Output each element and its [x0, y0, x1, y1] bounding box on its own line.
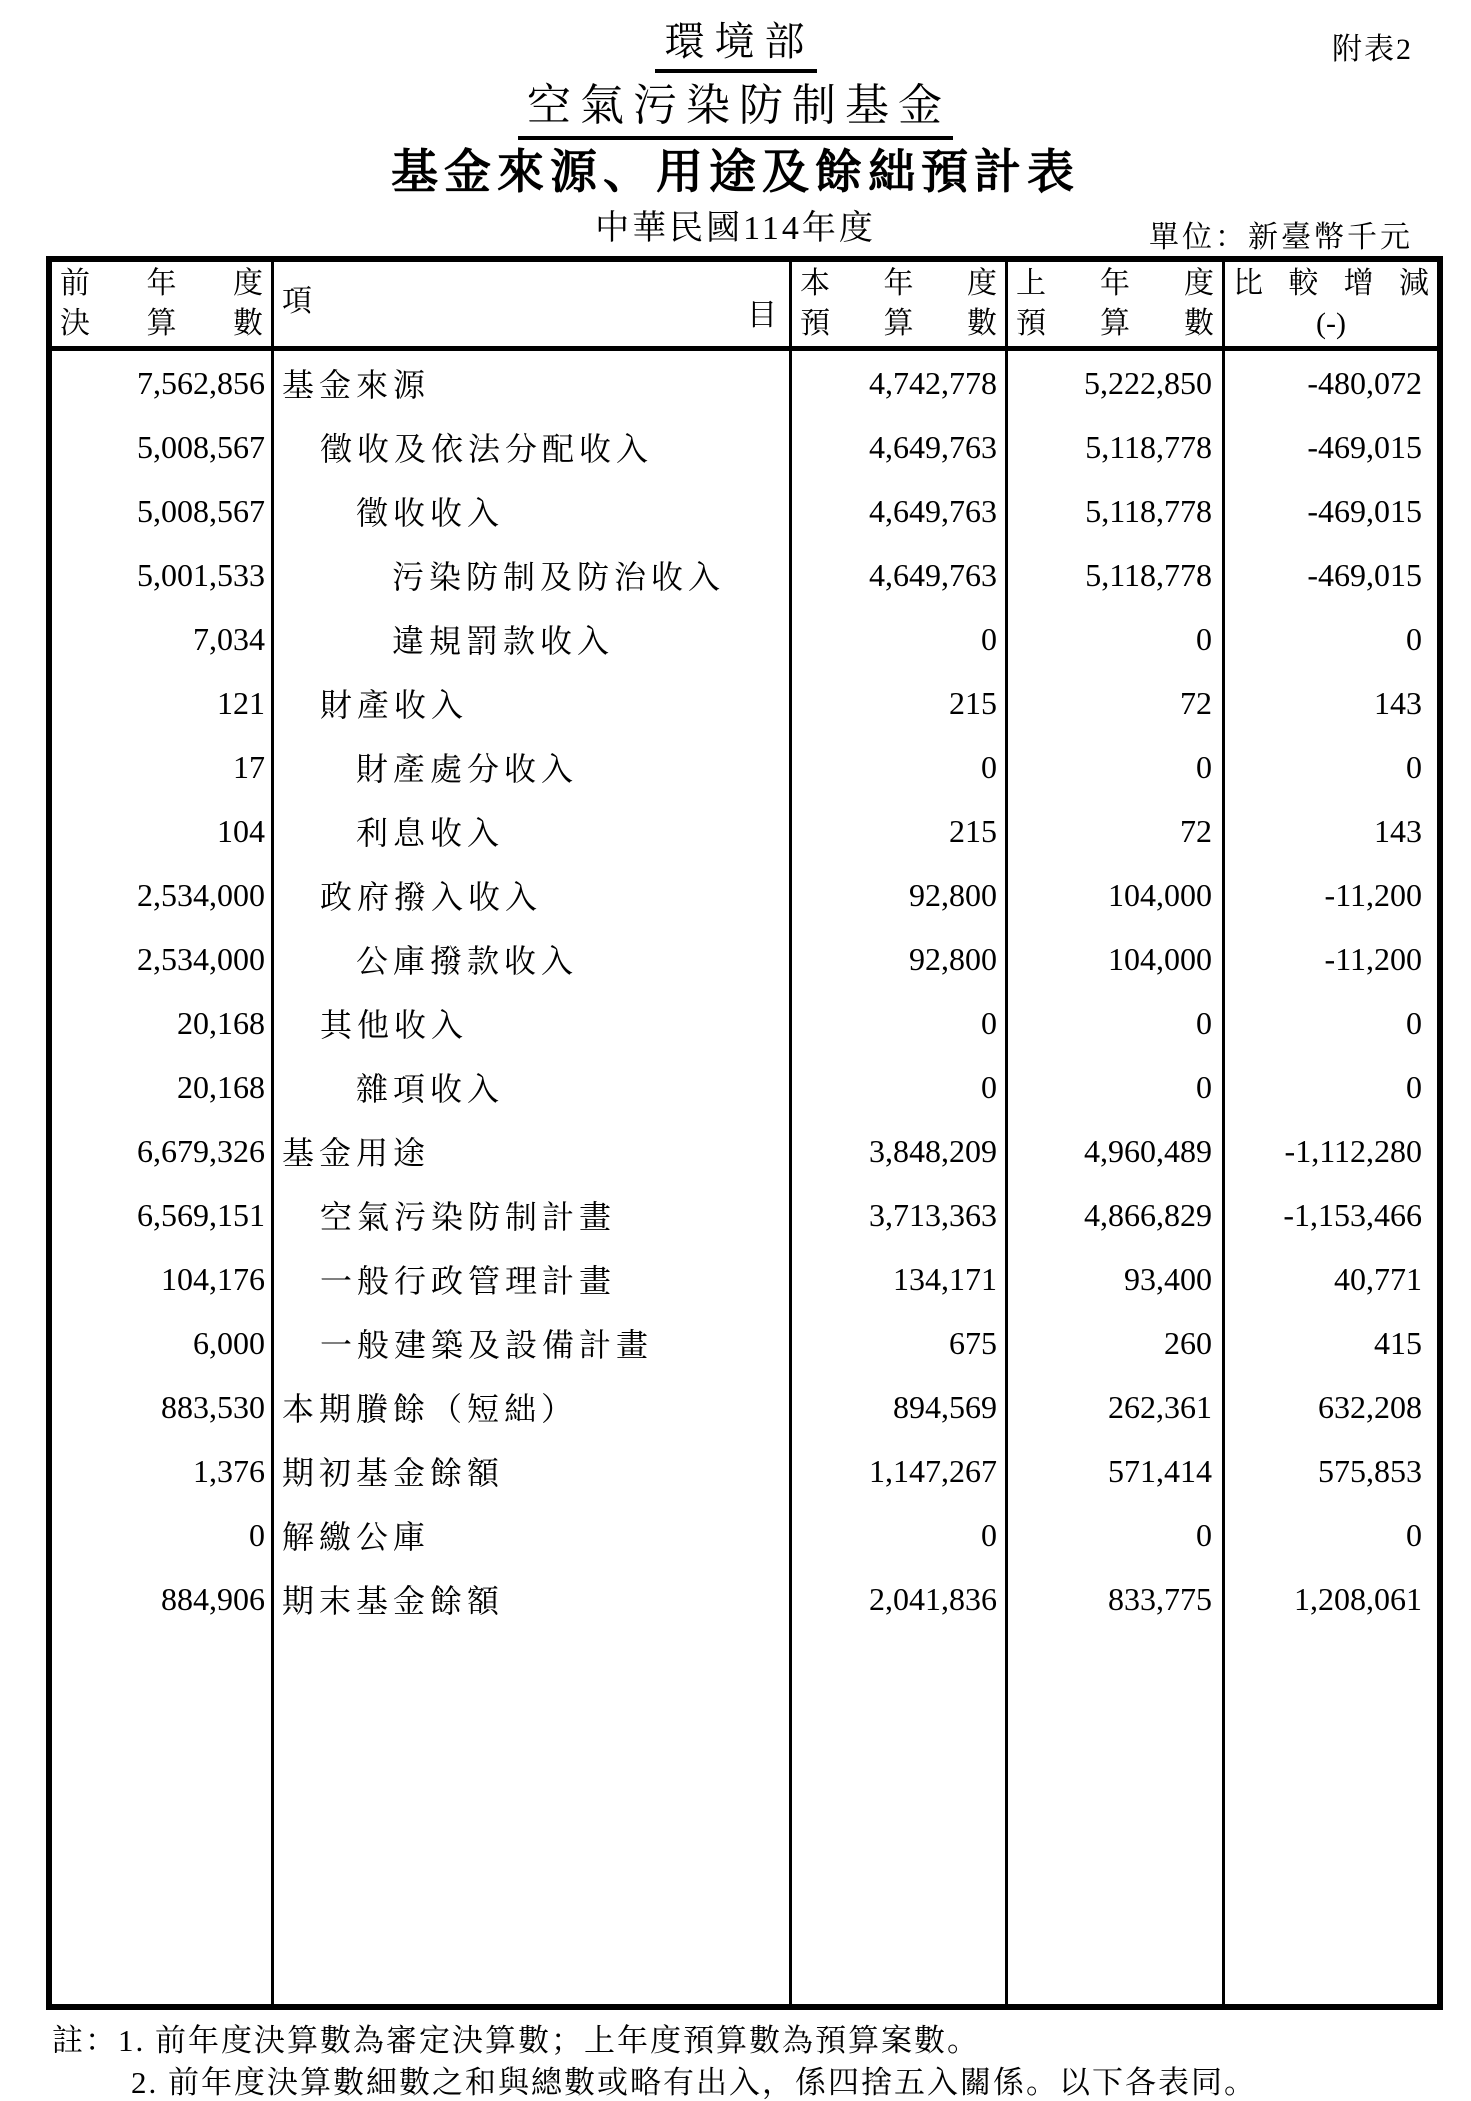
filler-cell [274, 1631, 792, 2004]
cell-current-year-budget: 134,171 [792, 1247, 1008, 1311]
cell-comparison: 415 [1374, 1324, 1422, 1361]
table-row [52, 351, 1437, 415]
cell-prev-year-actual: 7,562,856 [52, 351, 274, 415]
table-row [52, 1055, 1437, 1119]
cell-item: 期初基金餘額 [274, 1439, 792, 1503]
table-row [52, 1503, 1437, 1567]
header-comparison-line1: 比 較 增 減 [1233, 267, 1429, 301]
header-prev-year-budget [1008, 262, 1225, 346]
cell-current-year-budget: 92,800 [792, 863, 1008, 927]
cell-current-year-budget: 0 [792, 1503, 1008, 1567]
header-prev-year-actual [52, 262, 274, 346]
cell-current-year-budget: 4,649,763 [792, 543, 1008, 607]
cell-prev-year-actual: 6,569,151 [52, 1183, 274, 1247]
cell-current-year-budget: 0 [792, 991, 1008, 1055]
cell-item: 徵收及依法分配收入 [274, 415, 792, 479]
filler-cell [1008, 1631, 1225, 2004]
fund-title: 空氣污染防制基金 [518, 82, 953, 140]
cell-comparison: 0 [1406, 748, 1422, 785]
cell-prev-year-actual: 2,534,000 [52, 927, 274, 991]
cell-current-year-budget: 3,713,363 [792, 1183, 1008, 1247]
cell-prev-year-actual: 104 [52, 799, 274, 863]
note-line-2: 2. 前年度決算數細數之和與總數或略有出入，係四捨五入關係。以下各表同。 [131, 2065, 1257, 2101]
ministry-title: 環境部 [655, 20, 817, 73]
cell-comparison: 0 [1406, 1068, 1422, 1105]
fund-title-line [0, 82, 1471, 140]
page-title: 基金來源、用途及餘絀預計表 [391, 147, 1080, 200]
cell-prev-year-budget: 0 [1008, 735, 1225, 799]
header-comparison [1225, 262, 1437, 346]
cell-current-year-budget: 4,649,763 [792, 415, 1008, 479]
cell-comparison: 143 [1374, 812, 1422, 849]
cell-item: 徵收收入 [274, 479, 792, 543]
header-prev-year-budget-line2: 預 算 數 [1016, 307, 1214, 341]
ministry-title-line [0, 20, 1471, 73]
cell-prev-year-actual: 5,008,567 [52, 415, 274, 479]
header-current-year-budget-line2: 預 算 數 [800, 307, 997, 341]
cell-current-year-budget: 2,041,836 [792, 1567, 1008, 1631]
table-row [52, 863, 1437, 927]
header-item-right: 目 [747, 299, 777, 333]
fiscal-year-label: 中華民國114年度 [595, 210, 876, 248]
header-current-year-budget [792, 262, 1008, 346]
cell-prev-year-budget: 0 [1008, 991, 1225, 1055]
cell-current-year-budget: 3,848,209 [792, 1119, 1008, 1183]
table-row [52, 415, 1437, 479]
cell-prev-year-actual: 6,679,326 [52, 1119, 274, 1183]
cell-item: 違規罰款收入 [274, 607, 792, 671]
cell-item: 其他收入 [274, 991, 792, 1055]
cell-comparison: -469,015 [1307, 492, 1422, 529]
cell-item: 解繳公庫 [274, 1503, 792, 1567]
table-row [52, 1311, 1437, 1375]
footnotes [52, 2020, 1471, 2101]
cell-item: 雜項收入 [274, 1055, 792, 1119]
table-row [52, 1439, 1437, 1503]
cell-current-year-budget: 4,649,763 [792, 479, 1008, 543]
cell-current-year-budget: 0 [792, 1055, 1008, 1119]
cell-comparison: -1,153,466 [1283, 1196, 1422, 1233]
cell-item: 財產收入 [274, 671, 792, 735]
cell-prev-year-budget: 104,000 [1008, 927, 1225, 991]
cell-comparison: -469,015 [1307, 556, 1422, 593]
filler-cell [792, 1631, 1008, 2004]
cell-prev-year-budget: 0 [1008, 1503, 1225, 1567]
table-filler-row [52, 1631, 1437, 2004]
cell-current-year-budget: 675 [792, 1311, 1008, 1375]
cell-item: 一般行政管理計畫 [274, 1247, 792, 1311]
cell-item: 期末基金餘額 [274, 1567, 792, 1631]
cell-prev-year-actual: 17 [52, 735, 274, 799]
cell-item: 污染防制及防治收入 [274, 543, 792, 607]
cell-prev-year-actual: 2,534,000 [52, 863, 274, 927]
cell-prev-year-budget: 5,118,778 [1008, 543, 1225, 607]
cell-current-year-budget: 0 [792, 735, 1008, 799]
cell-item: 本期賸餘（短絀） [274, 1375, 792, 1439]
header-item-left: 項 [282, 285, 312, 319]
table-row [52, 991, 1437, 1055]
cell-prev-year-actual: 0 [52, 1503, 274, 1567]
cell-prev-year-actual: 883,530 [52, 1375, 274, 1439]
cell-prev-year-actual: 1,376 [52, 1439, 274, 1503]
cell-current-year-budget: 215 [792, 799, 1008, 863]
cell-prev-year-actual: 5,001,533 [52, 543, 274, 607]
cell-item: 一般建築及設備計畫 [274, 1311, 792, 1375]
subtitle-row [0, 208, 1471, 255]
cell-prev-year-budget: 262,361 [1008, 1375, 1225, 1439]
cell-prev-year-budget: 571,414 [1008, 1439, 1225, 1503]
table-row [52, 479, 1437, 543]
unit-label: 單位：新臺幣千元 [1149, 221, 1413, 255]
cell-prev-year-budget: 260 [1008, 1311, 1225, 1375]
table-body [52, 351, 1437, 1631]
attachment-label: 附表2 [1332, 33, 1413, 66]
header-prev-year-actual-line1: 前 年 度 [60, 267, 263, 301]
cell-prev-year-budget: 93,400 [1008, 1247, 1225, 1311]
filler-cell [1225, 1631, 1437, 2004]
cell-prev-year-budget: 5,118,778 [1008, 415, 1225, 479]
cell-current-year-budget: 894,569 [792, 1375, 1008, 1439]
table-row [52, 1375, 1437, 1439]
cell-prev-year-budget: 72 [1008, 671, 1225, 735]
cell-comparison: 40,771 [1334, 1260, 1422, 1297]
table-row [52, 607, 1437, 671]
header-comparison-line2: (-) [1316, 307, 1346, 341]
cell-current-year-budget: 1,147,267 [792, 1439, 1008, 1503]
table-row [52, 671, 1437, 735]
cell-item: 基金來源 [274, 351, 792, 415]
cell-comparison: 0 [1406, 1516, 1422, 1553]
table-row [52, 1247, 1437, 1311]
cell-prev-year-budget: 104,000 [1008, 863, 1225, 927]
cell-prev-year-actual: 121 [52, 671, 274, 735]
cell-prev-year-actual: 5,008,567 [52, 479, 274, 543]
table-row [52, 735, 1437, 799]
header-item [274, 262, 792, 346]
cell-prev-year-actual: 6,000 [52, 1311, 274, 1375]
table-header-row [52, 262, 1437, 351]
table-row [52, 799, 1437, 863]
cell-prev-year-budget: 0 [1008, 1055, 1225, 1119]
header-current-year-budget-line1: 本 年 度 [800, 267, 997, 301]
table-row [52, 1119, 1437, 1183]
cell-comparison: 1,208,061 [1294, 1580, 1422, 1617]
cell-prev-year-budget: 5,222,850 [1008, 351, 1225, 415]
cell-comparison: -11,200 [1324, 876, 1422, 913]
cell-current-year-budget: 0 [792, 607, 1008, 671]
cell-comparison: -11,200 [1324, 940, 1422, 977]
cell-prev-year-actual: 20,168 [52, 1055, 274, 1119]
cell-comparison: 0 [1406, 1004, 1422, 1041]
cell-comparison: -469,015 [1307, 428, 1422, 465]
table-row [52, 543, 1437, 607]
cell-comparison: 0 [1406, 620, 1422, 657]
cell-prev-year-budget: 5,118,778 [1008, 479, 1225, 543]
budget-table [46, 256, 1443, 2010]
cell-prev-year-actual: 884,906 [52, 1567, 274, 1631]
cell-current-year-budget: 215 [792, 671, 1008, 735]
table-row [52, 927, 1437, 991]
cell-prev-year-budget: 4,866,829 [1008, 1183, 1225, 1247]
cell-prev-year-actual: 7,034 [52, 607, 274, 671]
header-prev-year-budget-line1: 上 年 度 [1016, 267, 1214, 301]
header-prev-year-actual-line2: 決 算 數 [60, 307, 263, 341]
table-row [52, 1183, 1437, 1247]
cell-item: 財產處分收入 [274, 735, 792, 799]
cell-comparison: -480,072 [1307, 364, 1422, 401]
cell-comparison: 632,208 [1318, 1388, 1422, 1425]
cell-item: 利息收入 [274, 799, 792, 863]
cell-prev-year-budget: 72 [1008, 799, 1225, 863]
cell-comparison: 143 [1374, 684, 1422, 721]
cell-prev-year-actual: 104,176 [52, 1247, 274, 1311]
cell-prev-year-actual: 20,168 [52, 991, 274, 1055]
cell-current-year-budget: 92,800 [792, 927, 1008, 991]
cell-prev-year-budget: 4,960,489 [1008, 1119, 1225, 1183]
cell-item: 公庫撥款收入 [274, 927, 792, 991]
cell-comparison: 575,853 [1318, 1452, 1422, 1489]
cell-item: 空氣污染防制計畫 [274, 1183, 792, 1247]
cell-item: 基金用途 [274, 1119, 792, 1183]
cell-current-year-budget: 4,742,778 [792, 351, 1008, 415]
table-row [52, 1567, 1437, 1631]
cell-item: 政府撥入收入 [274, 863, 792, 927]
cell-prev-year-budget: 833,775 [1008, 1567, 1225, 1631]
cell-comparison: -1,112,280 [1284, 1132, 1422, 1169]
filler-cell [52, 1631, 274, 2004]
cell-prev-year-budget: 0 [1008, 607, 1225, 671]
note-line-1: 註：1. 前年度決算數為審定決算數；上年度預算數為預算案數。 [52, 2023, 980, 2059]
